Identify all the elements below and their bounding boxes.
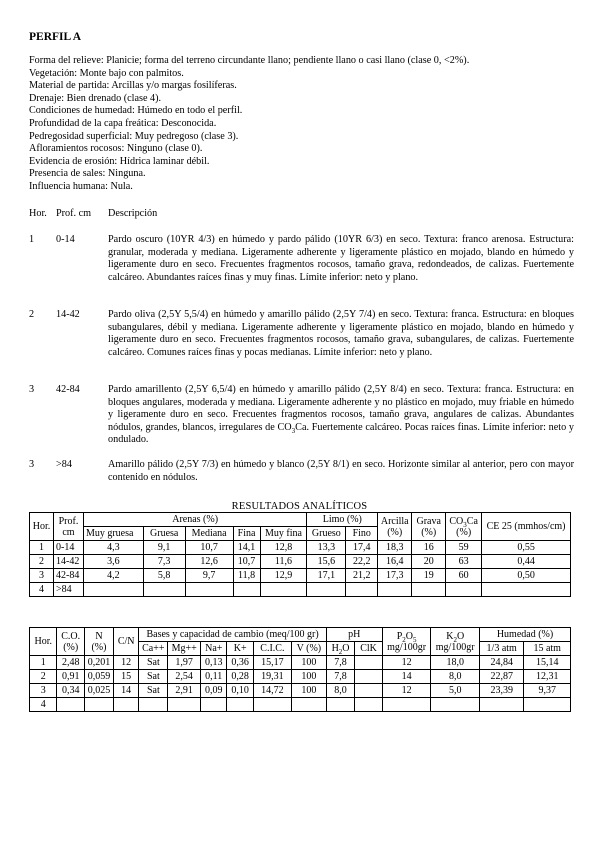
table-cell: 0,11 <box>201 670 227 684</box>
table-cell: 23,39 <box>480 684 524 698</box>
table-cell: 21,2 <box>346 569 378 583</box>
subheader-cell: Mg++ <box>168 642 201 656</box>
horizon-description: Pardo oliva (2,5Y 5,5/4) en húmedo y amarillo pálido (2,5Y 7/4) en seco. Textura: franca. Estructura: en bloques subangulares, débil y mediana. Ligeramente adherente y ligeramente plástico en mojado, blando en húmedo y ligeramente duro en seco. Frecuentes fragmentos rocosos, tamaño grava, subangulares, de calizas. Fuertemente calcáreo. Comunes raíces finas y pocas medianas. Límite inferior: neto y plano. <box>108 309 574 358</box>
header-cell: CE 25 (mmhos/cm) <box>482 513 571 541</box>
table-cell <box>307 583 346 597</box>
table-cell: 9,1 <box>143 541 185 555</box>
table-cell <box>355 656 382 670</box>
table-cell <box>482 583 571 597</box>
subheader-cell: Fina <box>233 527 260 541</box>
header-cell: Arcilla (%) <box>378 513 412 541</box>
table-cell: 0,28 <box>227 670 253 684</box>
table-cell: 22,2 <box>346 555 378 569</box>
site-line: Evidencia de erosión: Hídrica laminar débil. <box>29 155 210 167</box>
table-cell: 24,84 <box>480 656 524 670</box>
site-line: Afloramientos rocosos: Ninguno (clase 0). <box>29 143 203 155</box>
table-cell: 2 <box>30 555 54 569</box>
table-cell: 9,7 <box>185 569 233 583</box>
site-line: Presencia de sales: Ninguna. <box>29 168 146 180</box>
table-cell: 4 <box>30 583 54 597</box>
table-cell: 15,17 <box>253 656 291 670</box>
table-cell <box>227 698 253 712</box>
header-cell: Bases y capacidad de cambio (meq/100 gr) <box>139 628 326 642</box>
table-cell: 7,3 <box>143 555 185 569</box>
table-cell: Sat <box>139 656 168 670</box>
table-row <box>30 541 571 555</box>
table-cell <box>260 583 307 597</box>
table-cell: 8,0 <box>431 670 480 684</box>
table-cell <box>355 684 382 698</box>
horizon-depth: >84 <box>56 459 72 470</box>
table-row <box>30 569 571 583</box>
table-cell: >84 <box>53 583 83 597</box>
table-cell: 4 <box>30 698 57 712</box>
header-cell: Grava (%) <box>412 513 446 541</box>
table-cell: 0,025 <box>84 684 113 698</box>
table-cell <box>83 583 143 597</box>
col-depth-label: Prof. cm <box>56 208 92 219</box>
header-cell: Hor. <box>30 513 54 541</box>
subheader-cell: $H_2O$ <box>326 642 355 656</box>
table-cell: 0-14 <box>53 541 83 555</box>
header-cell: $K_2O$ mg/100gr <box>431 628 480 656</box>
subheader-cell: Na+ <box>201 642 227 656</box>
horizon-description: Amarillo pálido (2,5Y 7/3) en húmedo y blanco (2,5Y 8/1) en seco. Horizonte similar al anterior, pero con mayor contenido en nódulos. <box>108 459 574 483</box>
table-cell <box>114 698 139 712</box>
table-cell: 0,36 <box>227 656 253 670</box>
table-cell: 12 <box>382 684 431 698</box>
subheader-cell: Muy fina <box>260 527 307 541</box>
site-line: Forma del relieve: Planicie; forma del terreno circundante llano; pendiente llano o casi llano (clase 0, <2%). <box>29 55 470 66</box>
table-cell: Sat <box>139 670 168 684</box>
site-line: Condiciones de humedad: Húmedo en todo el perfil. <box>29 105 243 117</box>
table-cell: 12 <box>382 656 431 670</box>
table-cell: 14 <box>114 684 139 698</box>
table-cell: 19,31 <box>253 670 291 684</box>
site-line: Vegetación: Monte bajo con palmitos. <box>29 67 184 79</box>
table-cell <box>253 698 291 712</box>
granulometry-table <box>29 512 571 597</box>
table-cell: 11,8 <box>233 569 260 583</box>
table-header-row <box>30 628 571 642</box>
table-cell: 0,34 <box>57 684 84 698</box>
table-row <box>30 656 571 670</box>
horizon-description: Pardo amarillento (2,5Y 6,5/4) en húmedo y amarillo pálido (2,5Y 8/4) en seco. Textura: franca. Estructura: en bloques angulares, moderada y mediana. Ligeramente adherente y no plástico en mojado, muy friable en húmedo y ligeramente duro en seco. Frecuentes fragmentos rocosos, tamaño grava, angulares de calizas. Abundantes nódulos, grandes, blancos, irregulares de $CO_3Ca$. Fuertemente calcáreo. Pocas raíces finas. Límite inferior: neto y ondulado. <box>108 384 575 446</box>
site-description <box>29 55 579 194</box>
table-cell <box>446 583 482 597</box>
table-cell <box>355 698 382 712</box>
table-cell: 5,0 <box>431 684 480 698</box>
table-cell <box>382 698 431 712</box>
table-cell <box>201 698 227 712</box>
table-cell <box>378 583 412 597</box>
horizon-description: Pardo oscuro (10YR 4/3) en húmedo y pardo pálido (10YR 6/3) en seco. Textura: franco arenosa. Estructura: granular, moderada y mediana. Ligeramente adherente y ligeramente plástico en mojado, blando en húmedo y ligeramente duro en seco. Frecuentes fragmentos rocosos, tamaño grava, redondeados, de calizas. Fuertemente calcáreo. Abundantes raíces finas y muy finas. Límite inferior: neto y plano. <box>108 234 574 283</box>
table-cell: 9,37 <box>524 684 571 698</box>
chemistry-table <box>29 627 571 712</box>
table-cell <box>431 698 480 712</box>
header-cell: C/N <box>114 628 139 656</box>
subheader-cell: Mediana <box>185 527 233 541</box>
table-cell <box>233 583 260 597</box>
table-cell: 1,97 <box>168 656 201 670</box>
table-cell: 15 <box>114 670 139 684</box>
table-cell: 18,3 <box>378 541 412 555</box>
table-cell <box>168 698 201 712</box>
table-cell: 1 <box>30 656 57 670</box>
table-cell <box>143 583 185 597</box>
page-title: PERFIL A <box>29 31 82 43</box>
horizon-depth: 14-42 <box>56 309 80 320</box>
header-cell: Prof. cm <box>53 513 83 541</box>
table-cell: 16 <box>412 541 446 555</box>
subheader-cell: Fino <box>346 527 378 541</box>
table-cell: 2 <box>30 670 57 684</box>
subheader-cell: 15 atm <box>524 642 571 656</box>
table-cell: 14-42 <box>53 555 83 569</box>
table-cell <box>84 698 113 712</box>
table-cell: 1 <box>30 541 54 555</box>
table-cell <box>185 583 233 597</box>
header-cell: pH <box>326 628 382 642</box>
table-cell: 0,55 <box>482 541 571 555</box>
horizon-depth: 42-84 <box>56 384 80 395</box>
table-cell: 2,54 <box>168 670 201 684</box>
header-cell: C.O. (%) <box>57 628 84 656</box>
table-cell: 22,87 <box>480 670 524 684</box>
table-cell: 14,1 <box>233 541 260 555</box>
subheader-cell: V (%) <box>291 642 326 656</box>
table-cell: 19 <box>412 569 446 583</box>
table-cell: 100 <box>291 656 326 670</box>
table-cell <box>346 583 378 597</box>
horizon-number: 1 <box>29 234 35 245</box>
table-cell: 11,6 <box>260 555 307 569</box>
table-cell: 18,0 <box>431 656 480 670</box>
subheader-cell: Gruesa <box>143 527 185 541</box>
table-cell: 42-84 <box>53 569 83 583</box>
horizon-number: 3 <box>29 384 35 395</box>
header-cell: $P_2O_5$ mg/100gr <box>382 628 431 656</box>
site-line: Pedregosidad superficial: Muy pedregoso (clase 3). <box>29 130 239 142</box>
table-cell: 14 <box>382 670 431 684</box>
subheader-cell: K+ <box>227 642 253 656</box>
table-cell <box>57 698 84 712</box>
table-row <box>30 670 571 684</box>
table-cell: 17,3 <box>378 569 412 583</box>
table-cell: 0,13 <box>201 656 227 670</box>
table-cell <box>326 698 355 712</box>
table-cell: 2,91 <box>168 684 201 698</box>
table-cell: 4,2 <box>83 569 143 583</box>
table-cell: 0,91 <box>57 670 84 684</box>
table-cell <box>524 698 571 712</box>
table-cell: 60 <box>446 569 482 583</box>
table-cell: 100 <box>291 670 326 684</box>
col-hor-label: Hor. <box>29 208 47 219</box>
table-cell <box>139 698 168 712</box>
table-cell: 14,72 <box>253 684 291 698</box>
header-cell: $CO_3Ca$ (%) <box>446 513 482 541</box>
table-cell: 12,6 <box>185 555 233 569</box>
table-row <box>30 555 571 569</box>
table-cell: 17,4 <box>346 541 378 555</box>
table-cell: 2,48 <box>57 656 84 670</box>
table-cell: 0,44 <box>482 555 571 569</box>
table-header-row <box>30 513 571 527</box>
table-cell: 0,09 <box>201 684 227 698</box>
horizon-number: 2 <box>29 309 35 320</box>
table-row <box>30 698 571 712</box>
header-cell: Limo (%) <box>307 513 378 527</box>
table-cell: 8,0 <box>326 684 355 698</box>
subheader-cell: Muy gruesa <box>83 527 143 541</box>
table-cell <box>480 698 524 712</box>
table-cell: 13,3 <box>307 541 346 555</box>
site-line: Influencia humana: Nula. <box>29 180 133 192</box>
col-desc-label: Descripción <box>108 208 158 219</box>
table-cell: 12,9 <box>260 569 307 583</box>
header-cell: Arenas (%) <box>83 513 306 527</box>
table-cell: 7,8 <box>326 656 355 670</box>
table-cell: 100 <box>291 684 326 698</box>
table-cell: 12 <box>114 656 139 670</box>
site-line: Profundidad de la capa freática: Desconocida. <box>29 117 217 129</box>
table-cell: 0,10 <box>227 684 253 698</box>
table-cell: 63 <box>446 555 482 569</box>
table-cell: 15,6 <box>307 555 346 569</box>
header-cell: Humedad (%) <box>480 628 571 642</box>
site-line: Drenaje: Bien drenado (clase 4). <box>29 92 162 104</box>
table-cell: 3 <box>30 569 54 583</box>
table-cell: 17,1 <box>307 569 346 583</box>
table-cell: 3 <box>30 684 57 698</box>
table-cell: 0,201 <box>84 656 113 670</box>
subheader-cell: 1/3 atm <box>480 642 524 656</box>
table-cell: 0,059 <box>84 670 113 684</box>
table-cell: 59 <box>446 541 482 555</box>
table-row <box>30 583 571 597</box>
subheader-cell: Ca++ <box>139 642 168 656</box>
table-cell <box>291 698 326 712</box>
table-cell <box>355 670 382 684</box>
subheader-cell: Grueso <box>307 527 346 541</box>
table-cell: Sat <box>139 684 168 698</box>
table-row <box>30 684 571 698</box>
table-cell: 12,31 <box>524 670 571 684</box>
table-cell: 12,8 <box>260 541 307 555</box>
table-cell: 3,6 <box>83 555 143 569</box>
table-cell: 15,14 <box>524 656 571 670</box>
header-cell: N (%) <box>84 628 113 656</box>
table-cell: 20 <box>412 555 446 569</box>
results-title: RESULTADOS ANALÍTICOS <box>231 501 368 512</box>
site-line: Material de partida: Arcillas y/o margas fosilíferas. <box>29 80 237 92</box>
horizon-number: 3 <box>29 459 35 470</box>
table-cell: 10,7 <box>185 541 233 555</box>
table-cell: 5,8 <box>143 569 185 583</box>
horizon-depth: 0-14 <box>56 234 75 245</box>
table-cell: 0,50 <box>482 569 571 583</box>
table-cell: 4,3 <box>83 541 143 555</box>
subheader-cell: ClK <box>355 642 382 656</box>
table-cell <box>412 583 446 597</box>
header-cell: Hor. <box>30 628 57 656</box>
table-cell: 16,4 <box>378 555 412 569</box>
subheader-cell: C.I.C. <box>253 642 291 656</box>
table-cell: 7,8 <box>326 670 355 684</box>
table-cell: 10,7 <box>233 555 260 569</box>
